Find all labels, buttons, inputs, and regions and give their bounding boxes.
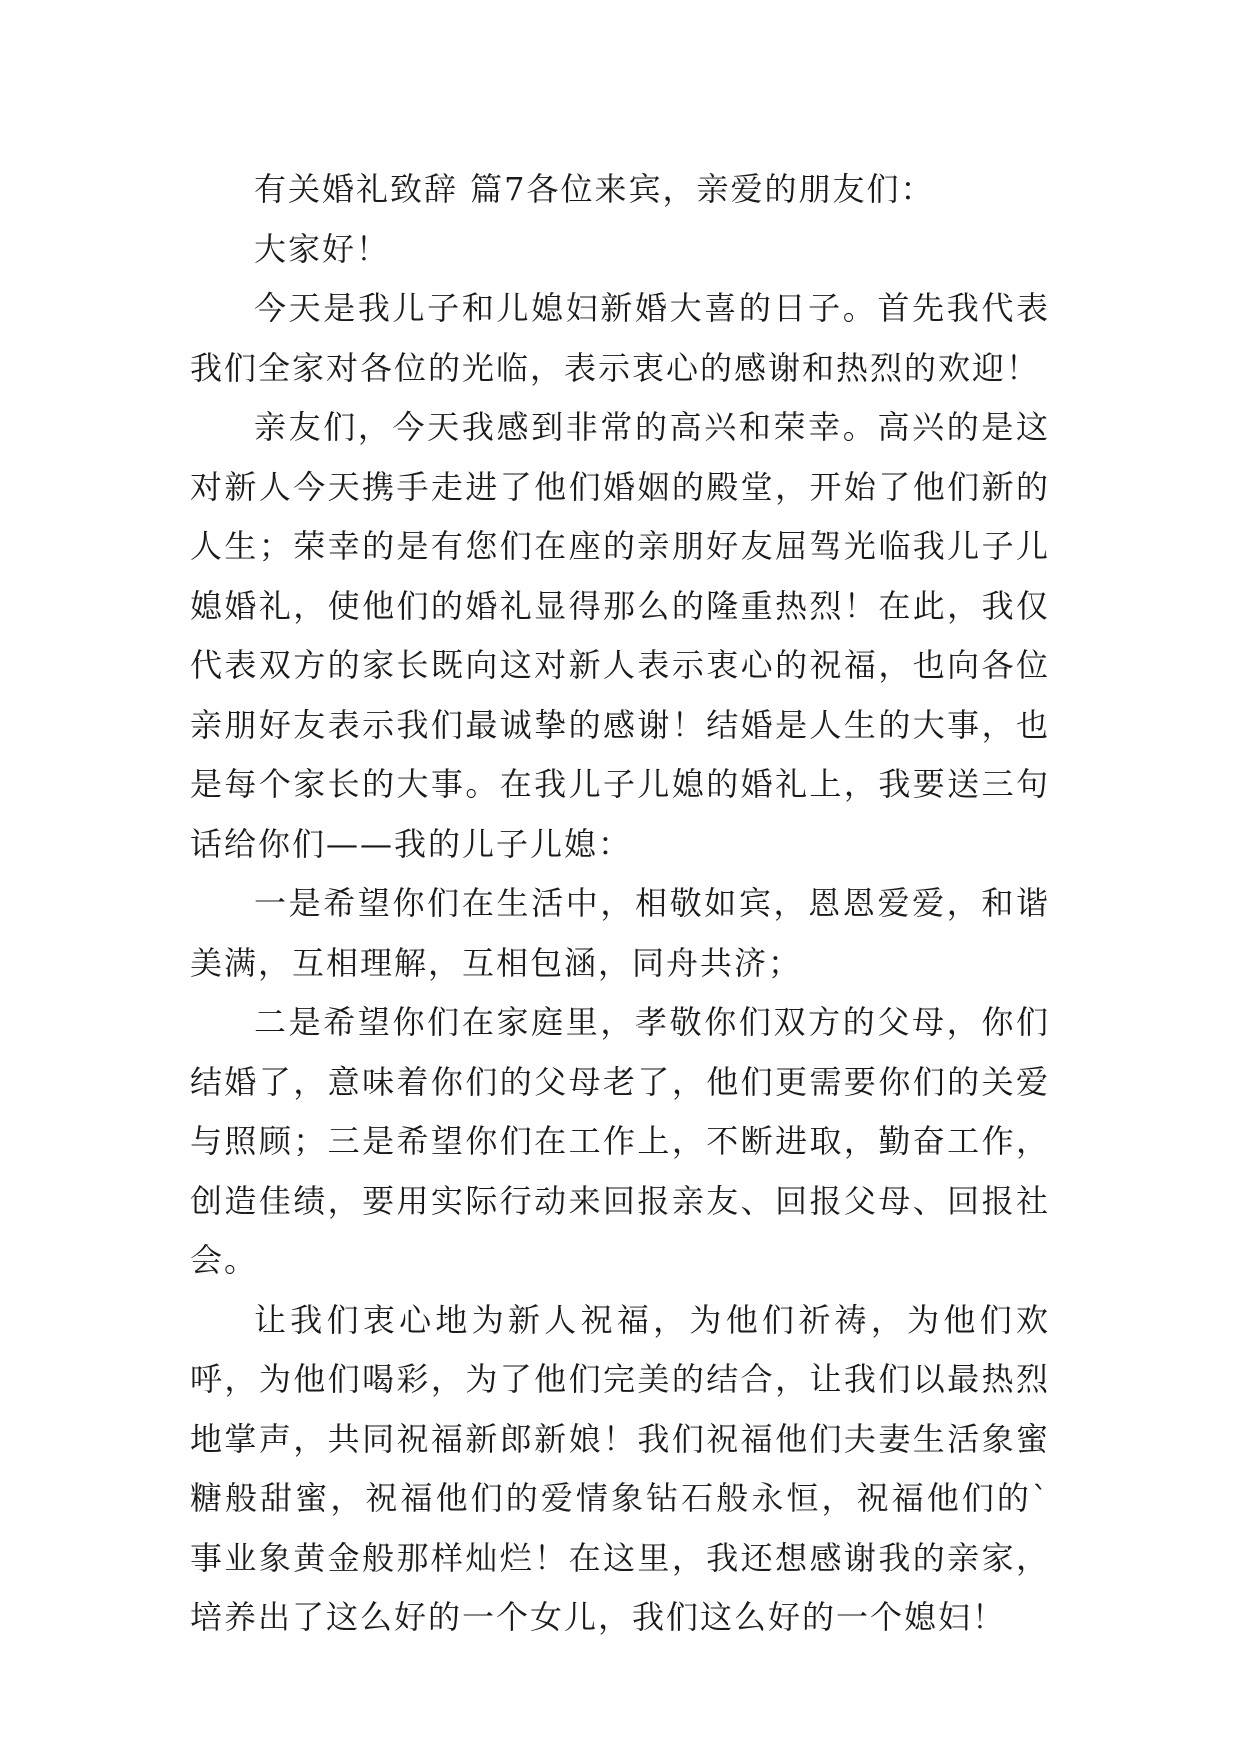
paragraph-thanks: 亲友们，今天我感到非常的高兴和荣幸。高兴的是这对新人今天携手走进了他们婚姻的殿堂，开始了他们新的人生；荣幸的是有您们在座的亲朋好友屈驾光临我儿子儿媳婚礼，使他们的婚礼显得那么的隆重热烈！在此，我仅代表双方的家长既向这对新人表示衷心的祝福，也向各位亲朋好友表示我们最诚挚的感谢！结婚是人生的大事，也是每个家长的大事。在我儿子儿媳的婚礼上，我要送三句话给你们——我的儿子儿媳： — [190, 408, 1050, 863]
paragraph-wish-two-three: 二是希望你们在家庭里，孝敬你们双方的父母，你们结婚了，意味着你们的父母老了，他们更需要你们的关爱与照顾；三是希望你们在工作上，不断进取，勤奋工作，创造佳绩，要用实际行动来回报亲友、回报父母、回报社会。 — [190, 1003, 1050, 1279]
document-body — [190, 160, 1050, 1648]
paragraph-hello: 大家好！ — [254, 229, 391, 268]
paragraph-blessing: 让我们衷心地为新人祝福，为他们祈祷，为他们欢呼，为他们喝彩，为了他们完美的结合，让我们以最热烈地掌声，共同祝福新郎新娘！我们祝福他们夫妻生活象蜜糖般甜蜜，祝福他们的爱情象钻石般永恒，祝福他们的`事业象黄金般那样灿烂！在这里，我还想感谢我的亲家，培养出了这么好的一个女儿，我们这么好的一个媳妇！ — [190, 1300, 1050, 1636]
paragraph-welcome: 今天是我儿子和儿媳妇新婚大喜的日子。首先我代表我们全家对各位的光临，表示衷心的感谢和热烈的欢迎！ — [190, 289, 1050, 387]
paragraph-title-greeting: 有关婚礼致辞 篇7各位来宾，亲爱的朋友们： — [254, 170, 935, 208]
paragraph-wish-one: 一是希望你们在生活中，相敬如宾，恩恩爱爱，和谐美满，互相理解，互相包涵，同舟共济； — [190, 884, 1050, 982]
